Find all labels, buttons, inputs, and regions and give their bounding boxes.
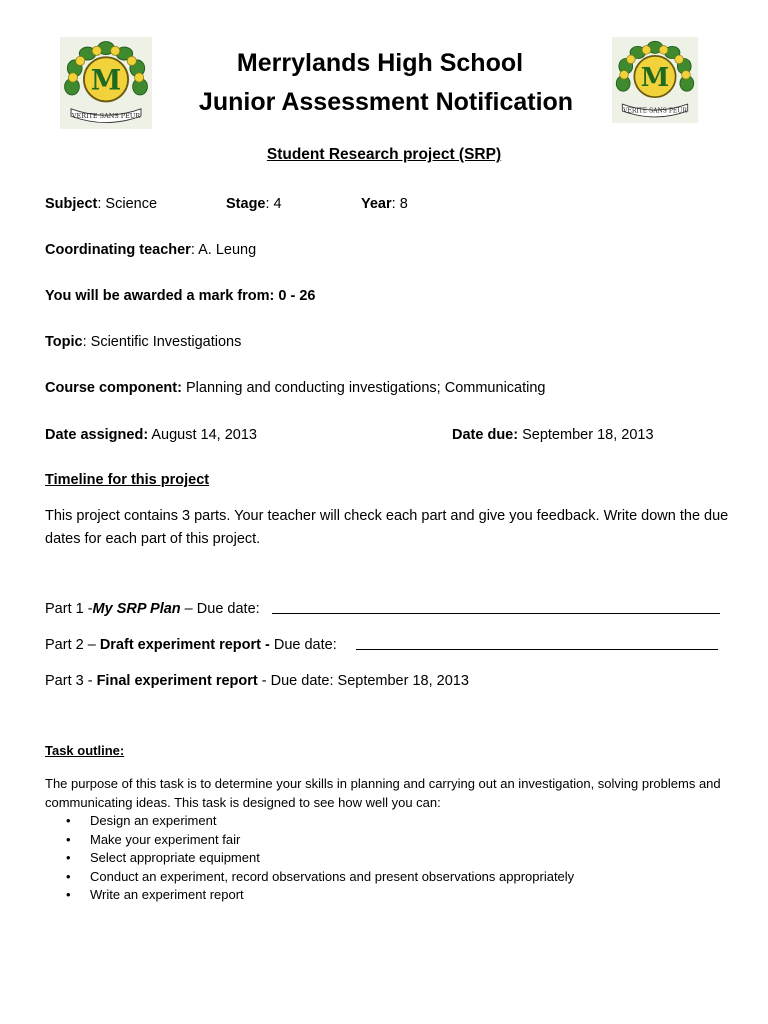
part2-due-date-field[interactable] — [356, 637, 718, 650]
year-line — [361, 194, 408, 214]
timeline-heading: Timeline for this project — [45, 472, 210, 488]
task-outline-intro: The purpose of this task is to determine your skills in planning and carrying out an investigation, solving problems and communicating ideas. This task is designed to see how well you can: — [45, 776, 721, 810]
timeline-intro: This project contains 3 parts. Your teacher will check each part and give you feedback. Write down the due dates for each part of this project. — [45, 508, 729, 547]
date-assigned-value: August 14, 2013 — [148, 427, 257, 443]
svg-text:VERITE SANS PEUR: VERITE SANS PEUR — [623, 107, 687, 115]
part3-line — [45, 671, 469, 691]
component-label: Course component: — [45, 380, 182, 396]
teacher-value: : A. Leung — [190, 242, 257, 258]
subject-line — [45, 194, 157, 214]
teacher-label: Coordinating teacher — [45, 242, 191, 258]
svg-text:M: M — [90, 63, 122, 97]
component-value: Planning and conducting investigations; Communicating — [181, 380, 546, 396]
topic-label: Topic — [45, 334, 83, 350]
stage-line — [226, 194, 282, 214]
part1-line — [45, 599, 260, 619]
stage-label: Stage — [226, 196, 266, 212]
subject-value: : Science — [97, 196, 158, 212]
year-value: : 8 — [391, 196, 408, 212]
topic-value: : Scientific Investigations — [82, 334, 242, 350]
date-assigned-line — [45, 425, 257, 445]
teacher-line — [45, 240, 256, 260]
list-item: • Write an experiment report — [66, 886, 574, 905]
part1-suffix: – Due date: — [180, 601, 260, 617]
year-label: Year — [361, 196, 392, 212]
part2-suffix: Due date: — [269, 637, 337, 653]
notice-title: Junior Assessment Notification — [198, 88, 574, 116]
part3-suffix: - Due date: September 18, 2013 — [257, 673, 469, 689]
part2-prefix: Part 2 – — [45, 637, 100, 653]
stage-value: : 4 — [265, 196, 282, 212]
component-line — [45, 378, 545, 398]
list-item: • Make your experiment fair — [66, 831, 574, 850]
part1-due-date-field[interactable] — [272, 601, 720, 614]
part2-line — [45, 635, 337, 655]
date-due-label: Date due: — [452, 427, 519, 443]
part3-prefix: Part 3 - — [45, 673, 97, 689]
date-due-line — [452, 425, 654, 445]
part2-name: Draft experiment report - — [99, 637, 270, 653]
mark-range: You will be awarded a mark from: 0 - 26 — [45, 288, 316, 304]
topic-line — [45, 332, 241, 352]
date-due-value: September 18, 2013 — [518, 427, 654, 443]
svg-text:M: M — [640, 63, 670, 94]
subject-label: Subject — [45, 196, 98, 212]
date-assigned-label: Date assigned: — [45, 427, 149, 443]
school-name: Merrylands High School — [236, 49, 524, 77]
list-item: • Select appropriate equipment — [66, 849, 574, 868]
task-skill-list — [66, 812, 574, 905]
part1-prefix: Part 1 - — [45, 601, 93, 617]
task-outline-heading: Task outline: — [45, 743, 125, 758]
svg-text:VERITE SANS PEUR: VERITE SANS PEUR — [71, 111, 141, 120]
part3-name: Final experiment report — [96, 673, 258, 689]
list-item: • Conduct an experiment, record observations and present observations appropriately — [66, 868, 574, 887]
part1-name: My SRP Plan — [92, 601, 181, 617]
project-title: Student Research project (SRP) — [266, 146, 502, 163]
list-item: • Design an experiment — [66, 812, 574, 831]
